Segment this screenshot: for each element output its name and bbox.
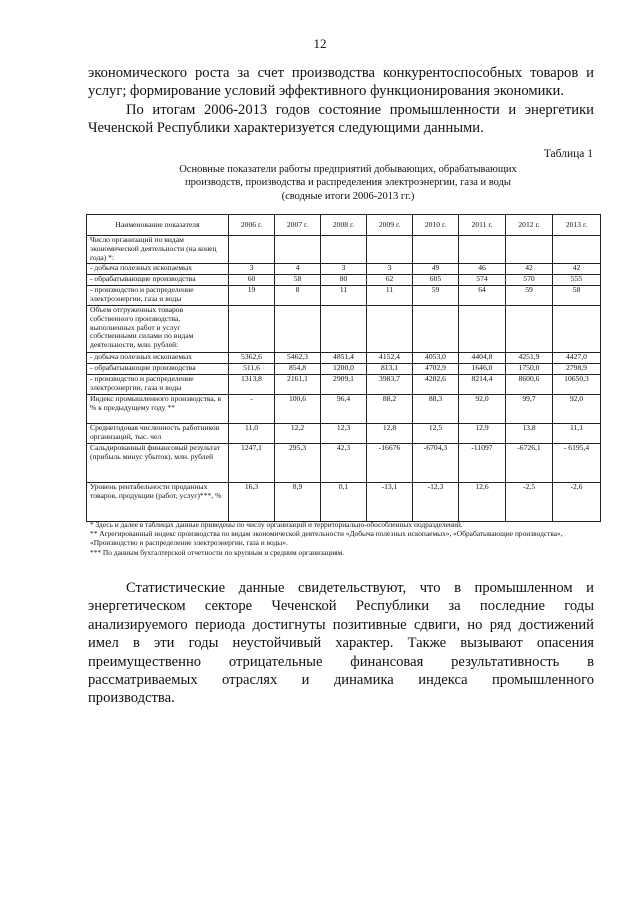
row-label: Среднегодовая численность работников организаций, тыс. чел: [87, 423, 229, 443]
table-cell: -16676: [367, 443, 413, 482]
table-cell: 10650,3: [553, 374, 601, 394]
table-cell: - 6195,4: [553, 443, 601, 482]
table-cell: 1313,8: [229, 374, 275, 394]
paragraph-line: производства.: [88, 690, 175, 707]
table-cell: 8214,4: [459, 374, 506, 394]
paragraph-line: услуг; формирование условий эффективного функционирования экономики.: [88, 83, 564, 100]
table-cell: -6726,1: [506, 443, 553, 482]
indicators-table: [86, 214, 601, 522]
table-row: [87, 363, 601, 374]
table-cell: 511,6: [229, 363, 275, 374]
table-cell: 1646,0: [459, 363, 506, 374]
table-row: [87, 263, 601, 274]
table-cell: 11: [367, 285, 413, 305]
table-cell: 19: [229, 285, 275, 305]
table-cell: 4: [275, 263, 321, 274]
column-header: 2006 г.: [229, 215, 275, 236]
table-row: [87, 374, 601, 394]
table-cell: 59: [506, 285, 553, 305]
column-header: 2012 г.: [506, 215, 553, 236]
table-cell: 3: [367, 263, 413, 274]
table-cell: 46: [459, 263, 506, 274]
table-cell: 49: [413, 263, 459, 274]
column-header: 2009 г.: [367, 215, 413, 236]
column-header: 2010 г.: [413, 215, 459, 236]
table-row: [87, 423, 601, 443]
table-cell: 2161,1: [275, 374, 321, 394]
table-cell: 8,9: [275, 482, 321, 521]
table-cell: 4251,9: [506, 352, 553, 363]
table-cell: 8: [275, 285, 321, 305]
table-cell: 295,3: [275, 443, 321, 482]
table-cell: 813,1: [367, 363, 413, 374]
table-cell: 0,1: [321, 482, 367, 521]
paragraph-line: По итогам 2006-2013 годов состояние промышленности и энергетики: [126, 101, 594, 118]
table-row: [87, 394, 601, 423]
table-cell: 1247,1: [229, 443, 275, 482]
table-cell: -: [229, 394, 275, 423]
footnote: * Здесь и далее в таблицах данные приведены по числу организаций и территориально-обособленных подразделений.: [90, 520, 463, 529]
table-cell: 574: [459, 274, 506, 285]
table-cell: [413, 236, 459, 264]
row-label: Уровень рентабельности проданных товаров, продукции (работ, услуг)***, %: [87, 482, 229, 521]
table-cell: 4053,0: [413, 352, 459, 363]
table-cell: 64: [459, 285, 506, 305]
table-row: [87, 274, 601, 285]
paragraph-line: Статистические данные свидетельствуют, что в промышленном и: [126, 580, 594, 596]
footnote: *** По данным бухгалтерской отчетности по крупным и средним организациям.: [90, 547, 345, 557]
table-cell: 59: [413, 285, 459, 305]
table-cell: 92,0: [553, 394, 601, 423]
table-cell: 92,0: [459, 394, 506, 423]
table-cell: 605: [413, 274, 459, 285]
paragraph-line: имел в эти годы неустойчивый характер. Также вызывают опасения: [88, 635, 594, 652]
row-label: Сальдированный финансовый результат (прибыль минус убыток), млн. рублей: [87, 443, 229, 482]
footnote: ** Агрегированный индекс производства по видам экономической деятельности «Добыча полезных ископаемых», «Обрабатывающие производства», «Производство и распределение электроэнергии, газа и воды».: [90, 529, 563, 548]
column-header: 2011 г.: [459, 215, 506, 236]
table-cell: [413, 305, 459, 352]
conclusion-paragraph: [88, 579, 594, 708]
table-cell: 12,8: [367, 423, 413, 443]
table-cell: 58: [275, 274, 321, 285]
table-cell: [275, 236, 321, 264]
table-cell: 4404,8: [459, 352, 506, 363]
table-cell: [367, 305, 413, 352]
page-number: 12: [313, 36, 327, 51]
table-cell: 5362,6: [229, 352, 275, 363]
table-cell: [367, 236, 413, 264]
row-label: Объем отгруженных товаров собственного производства, выполненных работ и услуг собственными силами по видам деятельности, млн. рублей:: [87, 305, 229, 352]
table-title-line: производств, производства и распределения электроэнергии, газа и воды: [185, 177, 511, 189]
row-label: - обрабатывающие производства: [87, 274, 229, 285]
table-cell: [275, 305, 321, 352]
column-header: Наименование показателя: [87, 215, 229, 236]
table-cell: -2,6: [553, 482, 601, 521]
table-cell: 4282,6: [413, 374, 459, 394]
table-cell: 80: [321, 274, 367, 285]
paragraph-line: экономического роста за счет производства конкурентоспособных товаров и: [88, 65, 594, 81]
table-cell: 854,8: [275, 363, 321, 374]
paragraph-line: Чеченской Республики характеризуется следующими данными.: [88, 120, 484, 137]
table-cell: [506, 305, 553, 352]
table-cell: 96,4: [321, 394, 367, 423]
table-cell: 4152,4: [367, 352, 413, 363]
column-header: 2007 г.: [275, 215, 321, 236]
table-cell: 1200,0: [321, 363, 367, 374]
table-cell: 555: [553, 274, 601, 285]
table-cell: 12,6: [459, 482, 506, 521]
intro-paragraph: [88, 64, 594, 138]
table-cell: 60: [229, 274, 275, 285]
table-row: [87, 285, 601, 305]
table-cell: [459, 305, 506, 352]
table-cell: 58: [553, 285, 601, 305]
table-cell: [321, 305, 367, 352]
table-title-line: (сводные итоги 2006-2013 гг.): [281, 190, 415, 202]
column-header: 2013 г.: [553, 215, 601, 236]
table-cell: 4702,9: [413, 363, 459, 374]
table-cell: [229, 305, 275, 352]
table-cell: 5462,3: [275, 352, 321, 363]
paragraph-line: энергетическом секторе Чеченской Республики за последние годы: [88, 598, 594, 615]
table-cell: 1750,0: [506, 363, 553, 374]
table-cell: 570: [506, 274, 553, 285]
table-cell: -12,3: [413, 482, 459, 521]
row-label: - производство и распределение электроэнергии, газа и воды: [87, 374, 229, 394]
table-cell: 99,7: [506, 394, 553, 423]
paragraph-line: рассматриваемых отраслях и динамика индекса промышленного: [88, 672, 594, 689]
row-label: Число организаций по видам экономической деятельности (на конец года) *:: [87, 236, 229, 264]
paragraph-line: анализируемого периода достигнуты позитивные сдвиги, но ряд достижений: [88, 616, 594, 633]
table-cell: [506, 236, 553, 264]
footnotes: [90, 520, 600, 557]
table-cell: 88,2: [367, 394, 413, 423]
table-cell: [321, 236, 367, 264]
table-header-row: [87, 215, 601, 236]
table-cell: 12,9: [459, 423, 506, 443]
row-label: - производство и распределение электроэнергии, газа и воды: [87, 285, 229, 305]
row-label: Индекс промышленного производства, в % к предыдущему году **: [87, 394, 229, 423]
table-cell: [459, 236, 506, 264]
table-cell: -13,1: [367, 482, 413, 521]
table-cell: 8600,6: [506, 374, 553, 394]
table-row: [87, 236, 601, 264]
table-cell: 16,3: [229, 482, 275, 521]
column-header: 2008 г.: [321, 215, 367, 236]
table-cell: -11097: [459, 443, 506, 482]
table-cell: [553, 236, 601, 264]
table-cell: 62: [367, 274, 413, 285]
row-label: - добыча полезных ископаемых: [87, 352, 229, 363]
table-label: Таблица 1: [543, 148, 593, 160]
table-cell: 13,8: [506, 423, 553, 443]
table-cell: 3: [321, 263, 367, 274]
table-cell: 3983,7: [367, 374, 413, 394]
table-cell: 42: [506, 263, 553, 274]
table-cell: 11,1: [553, 423, 601, 443]
table-row: [87, 443, 601, 482]
table-row: [87, 305, 601, 352]
table-cell: 88,3: [413, 394, 459, 423]
table-cell: 12,3: [321, 423, 367, 443]
table-title-line: Основные показатели работы предприятий добывающих, обрабатывающих: [179, 164, 517, 175]
table-row: [87, 352, 601, 363]
table-cell: 42,3: [321, 443, 367, 482]
table-cell: -2,5: [506, 482, 553, 521]
table-cell: 2909,1: [321, 374, 367, 394]
table-row: [87, 482, 601, 521]
paragraph-line: преимущественно отрицательные финансовая результативность в: [88, 653, 594, 670]
table-cell: -6704,3: [413, 443, 459, 482]
table-cell: 100,6: [275, 394, 321, 423]
table-cell: 2798,9: [553, 363, 601, 374]
table-cell: [229, 236, 275, 264]
table-cell: 42: [553, 263, 601, 274]
table-cell: 3: [229, 263, 275, 274]
table-cell: 4427,0: [553, 352, 601, 363]
table-cell: 12,2: [275, 423, 321, 443]
table-cell: 12,5: [413, 423, 459, 443]
table-title: [98, 163, 598, 203]
table-cell: 11,0: [229, 423, 275, 443]
row-label: - обрабатывающие производства: [87, 363, 229, 374]
table-cell: [553, 305, 601, 352]
table-cell: 11: [321, 285, 367, 305]
row-label: - добыча полезных ископаемых: [87, 263, 229, 274]
table-cell: 4851,4: [321, 352, 367, 363]
